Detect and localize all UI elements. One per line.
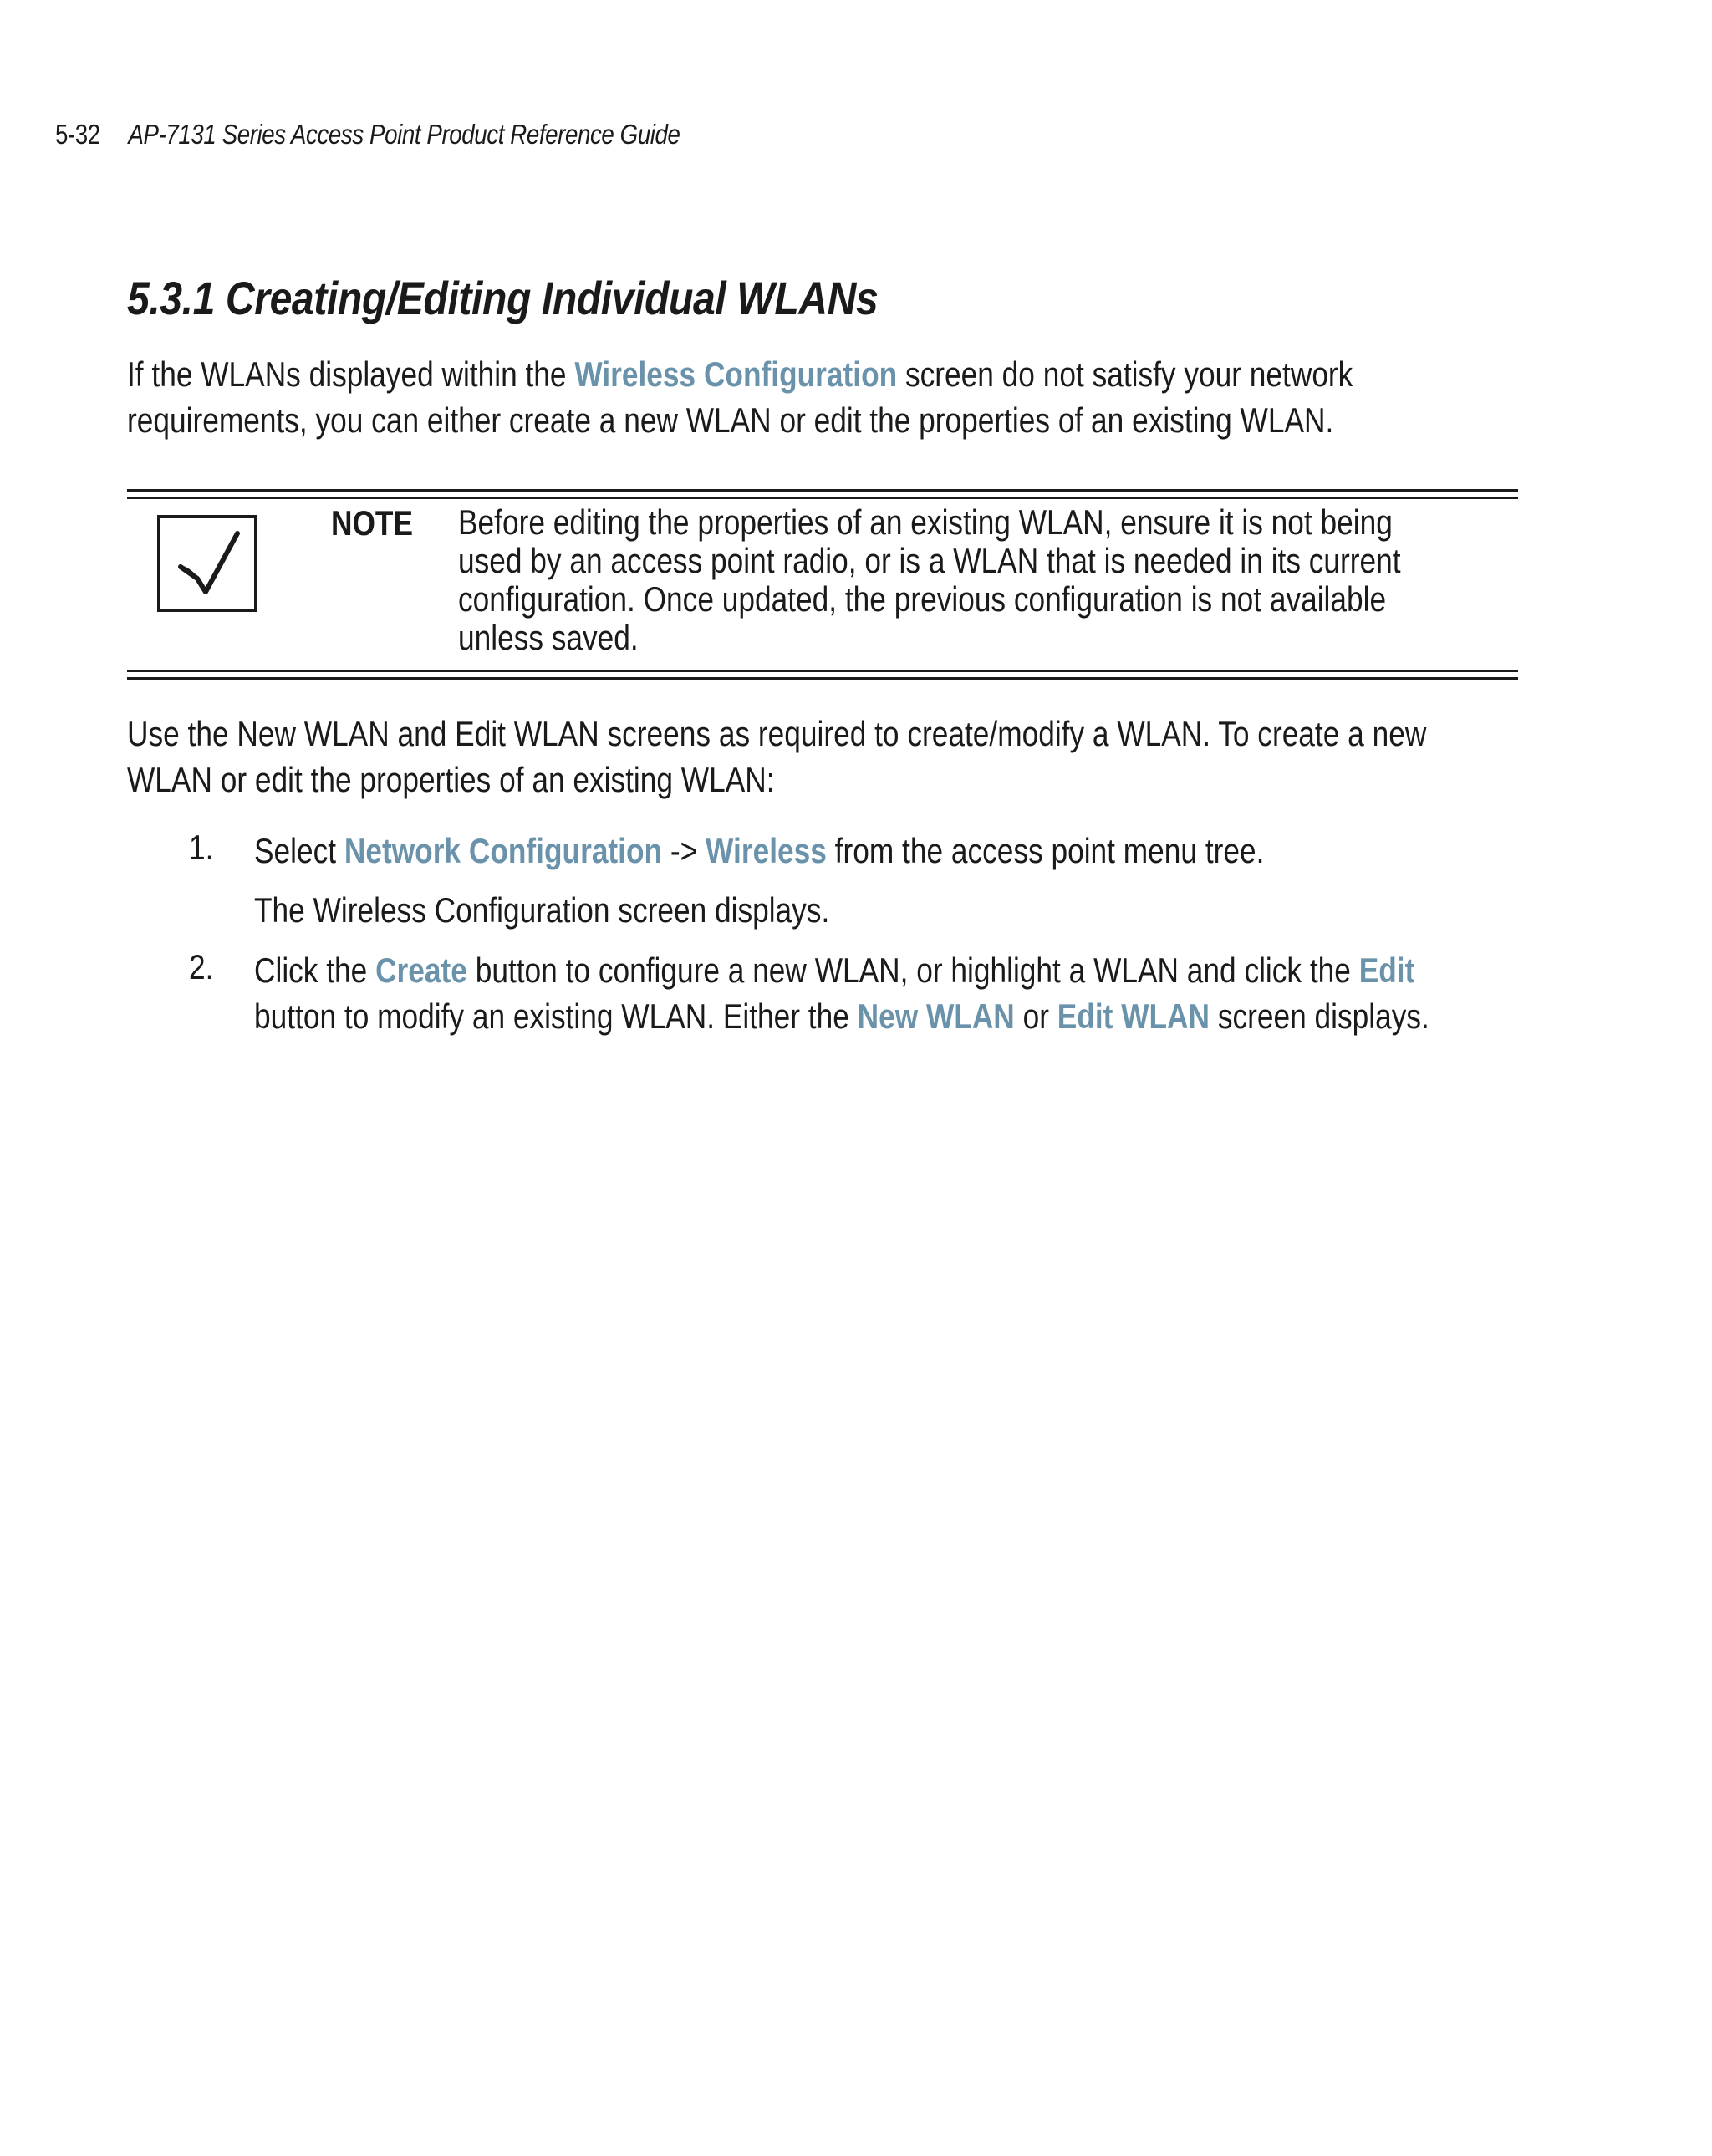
note-line: configuration. Once updated, the previous configuration is not available: [458, 579, 1387, 619]
step-number-1: 1.: [189, 828, 214, 867]
intro-line-2: requirements, you can either create a new WLAN or edit the properties of an existing WLAN.: [127, 400, 1334, 440]
link-wireless-configuration[interactable]: Wireless Configuration: [574, 354, 898, 394]
note-label: NOTE: [331, 503, 414, 543]
page-header: [55, 119, 680, 150]
note-top-rule-inner: [127, 497, 1518, 499]
link-new-wlan[interactable]: New WLAN: [857, 996, 1015, 1036]
note-bottom-rule: [127, 677, 1518, 680]
step-1-subtext: The Wireless Configuration screen displays.: [254, 890, 830, 930]
page-number: 5-32: [55, 119, 100, 150]
checkmark-icon: [157, 515, 257, 612]
link-edit[interactable]: Edit: [1358, 951, 1415, 990]
section-heading: 5.3.1 Creating/Editing Individual WLANs: [127, 272, 879, 324]
step-2-line-1: Click the Create button to configure a new WLAN, or highlight a WLAN and click the Edit: [254, 951, 1415, 990]
step-2-body: [254, 947, 1429, 1039]
usage-line-2: WLAN or edit the properties of an existing WLAN:: [127, 760, 775, 799]
intro-paragraph: [127, 351, 1353, 443]
step-number-2: 2.: [189, 947, 214, 986]
usage-line-1: Use the New WLAN and Edit WLAN screens as required to create/modify a WLAN. To create a new: [127, 714, 1427, 753]
link-edit-wlan[interactable]: Edit WLAN: [1057, 996, 1210, 1036]
note-text: [458, 503, 1401, 657]
note-top-rule: [127, 489, 1518, 492]
link-wireless[interactable]: Wireless: [706, 831, 827, 870]
note-line: used by an access point radio, or is a WLAN that is needed in its current: [458, 541, 1401, 580]
step-1-line: Select Network Configuration -> Wireless from the access point menu tree.: [254, 831, 1265, 870]
link-network-configuration[interactable]: Network Configuration: [344, 831, 663, 870]
step-1-body: [254, 828, 1264, 874]
note-bottom-rule-inner: [127, 670, 1518, 672]
link-create[interactable]: Create: [375, 951, 467, 990]
note-line: unless saved.: [458, 618, 639, 657]
usage-paragraph: [127, 711, 1426, 803]
step-2-line-2: button to modify an existing WLAN. Either the New WLAN or Edit WLAN screen displays.: [254, 996, 1429, 1036]
document-title: AP-7131 Series Access Point Product Reference Guide: [128, 119, 680, 150]
intro-line-1: If the WLANs displayed within the Wireless Configuration screen do not satisfy your network: [127, 354, 1353, 394]
note-line: Before editing the properties of an existing WLAN, ensure it is not being: [458, 502, 1393, 542]
